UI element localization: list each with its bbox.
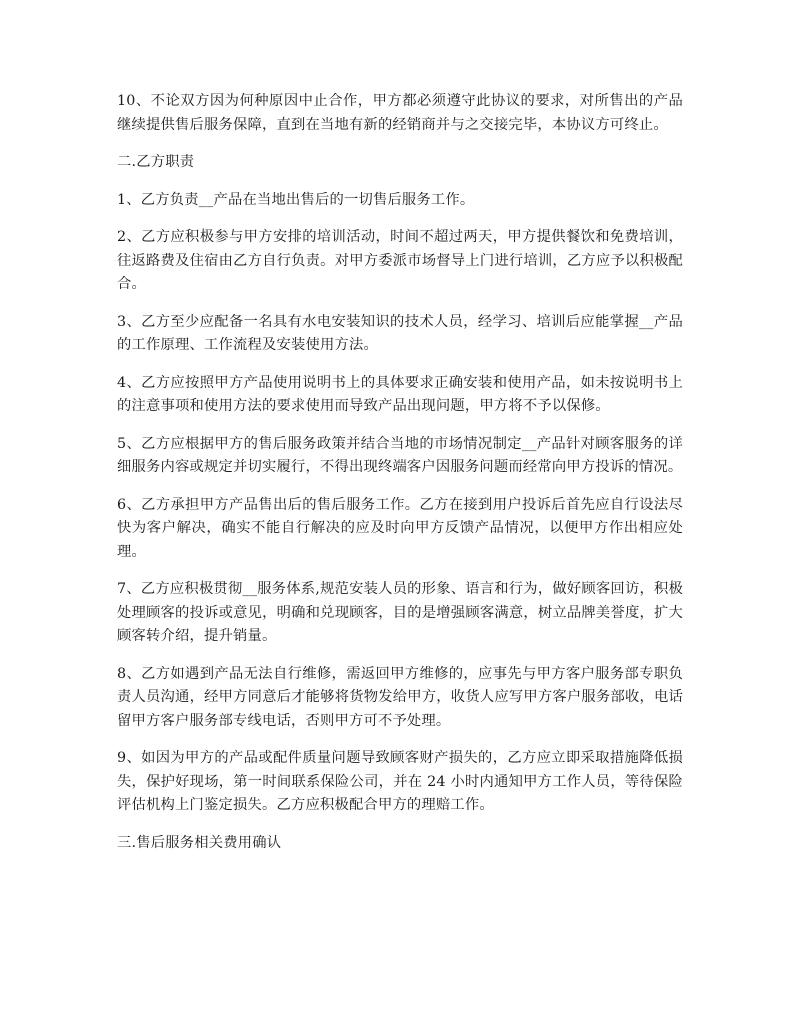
clause-b9-paragraph: 9、如因为甲方的产品或配件质量问题导致顾客财产损失的，乙方应立即采取措施降低损失，保护好现场，第一时间联系保险公司，并在 24 小时内通知甲方工作人员，等待保险评估机构上门鉴定损失。乙方应积极配合甲方的理赔工作。 (117, 750, 683, 813)
clause-b5-paragraph: 5、乙方应根据甲方的售后服务政策并结合当地的市场情况制定__产品针对顾客服务的详细服务内容或规定并切实履行，不得出现终端客户因服务问题而经常向甲方投诉的情况。 (117, 435, 683, 475)
clause-b7-paragraph: 7、乙方应积极贯彻__服务体系,规范安装人员的形象、语言和行为，做好顾客回访，积极处理顾客的投诉或意见，明确和兑现顾客，目的是增强顾客满意，树立品牌美誉度，扩大顾客转介绍，提升销量。 (117, 581, 683, 644)
section-heading-party-b-duties: 二.乙方职责 (117, 154, 195, 170)
clause-b1-paragraph: 1、乙方负责__产品在当地出售后的一切售后服务工作。 (117, 191, 475, 208)
clause-b8-paragraph: 8、乙方如遇到产品无法自行维修，需返回甲方维修的，应事先与甲方客户服务部专职负责人员沟通，经甲方同意后才能够将货物发给甲方，收货人应写甲方客户服务部收，电话留甲方客户服务部专线电话，否则甲方可不予处理。 (117, 665, 683, 729)
clause-b3-paragraph: 3、乙方至少应配备一名具有水电安装知识的技术人员，经学习、培训后应能掌握__产品的工作原理、工作流程及安装使用方法。 (117, 313, 683, 353)
document-page (117, 90, 683, 869)
clause-b2-paragraph: 2、乙方应积极参与甲方安排的培训活动，时间不超过两天，甲方提供餐饮和免费培训，往返路费及住宿由乙方自行负责。对甲方委派市场督导上门进行培训，乙方应予以积极配合。 (117, 229, 683, 292)
clause-b6-paragraph: 6、乙方承担甲方产品售出后的售后服务工作。乙方在接到用户投诉后首先应自行设法尽快为客户解决，确实不能自行解决的应及时向甲方反馈产品情况，以便甲方作出相应处理。 (117, 496, 683, 560)
section-heading-service-fees: 三.售后服务相关费用确认 (117, 834, 282, 851)
clause-b4-paragraph: 4、乙方应按照甲方产品使用说明书上的具体要求正确安装和使用产品，如未按说明书上的注意事项和使用方法的要求使用而导致产品出现问题，甲方将不予以保修。 (117, 374, 683, 414)
clause-10-paragraph: 10、不论双方因为何种原因中止合作，甲方都必须遵守此协议的要求，对所售出的产品继续提供售后服务保障，直到在当地有新的经销商并与之交接完毕，本协议方可终止。 (117, 93, 683, 133)
